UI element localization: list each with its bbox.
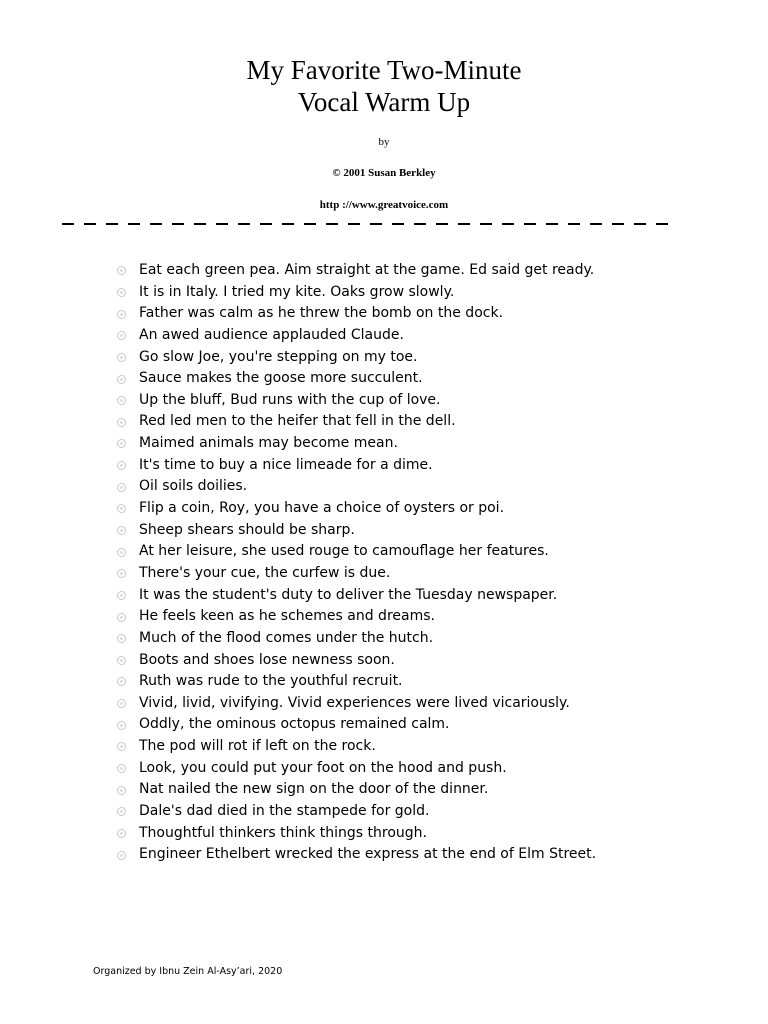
- warmup-phrase-list: [117, 260, 596, 866]
- list-item: [117, 520, 596, 542]
- list-item: [117, 563, 596, 585]
- list-item-text: Flip a coin, Roy, you have a choice of oysters or poi.: [139, 500, 505, 517]
- list-item: [117, 390, 596, 412]
- document-title: [0, 54, 768, 118]
- circle-bullet-icon: [117, 310, 126, 319]
- circle-bullet-icon: [117, 699, 126, 708]
- circle-bullet-icon: [117, 439, 126, 448]
- circle-bullet-icon: [117, 677, 126, 686]
- list-item-text: Oddly, the ominous octopus remained calm.: [139, 716, 450, 733]
- circle-bullet-icon: [117, 591, 126, 600]
- list-item-text: Much of the flood comes under the hutch.: [139, 629, 434, 646]
- circle-bullet-icon: [117, 721, 126, 730]
- dashed-divider: [62, 223, 678, 225]
- list-item: [117, 541, 596, 563]
- list-item-text: Maimed animals may become mean.: [139, 435, 398, 452]
- list-item-text: Oil soils doilies.: [139, 478, 248, 495]
- circle-bullet-icon: [117, 634, 126, 643]
- circle-bullet-icon: [117, 786, 126, 795]
- list-item-text: Thoughtful thinkers think things through.: [139, 824, 427, 841]
- list-item: [117, 801, 596, 823]
- circle-bullet-icon: [117, 353, 126, 362]
- list-item: [117, 476, 596, 498]
- list-item: [117, 282, 596, 304]
- list-item-text: It's time to buy a nice limeade for a dime.: [139, 456, 433, 473]
- circle-bullet-icon: [117, 764, 126, 773]
- list-item: [117, 411, 596, 433]
- list-item-text: Boots and shoes lose newness soon.: [139, 651, 395, 668]
- list-item: [117, 823, 596, 845]
- list-item: [117, 455, 596, 477]
- list-item: [117, 498, 596, 520]
- list-item-text: It is in Italy. I tried my kite. Oaks grow slowly.: [139, 283, 455, 300]
- list-item: [117, 585, 596, 607]
- list-item-text: Look, you could put your foot on the hood and push.: [139, 759, 507, 776]
- list-item: [117, 779, 596, 801]
- list-item: [117, 606, 596, 628]
- list-item-text: Red led men to the heifer that fell in the dell.: [139, 413, 456, 430]
- list-item-text: The pod will rot if left on the rock.: [139, 738, 376, 755]
- circle-bullet-icon: [117, 569, 126, 578]
- copyright-notice: © 2001 Susan Berkley: [332, 167, 436, 179]
- circle-bullet-icon: [117, 851, 126, 860]
- list-item-text: Sauce makes the goose more succulent.: [139, 370, 423, 387]
- circle-bullet-icon: [117, 807, 126, 816]
- circle-bullet-icon: [117, 483, 126, 492]
- circle-bullet-icon: [117, 375, 126, 384]
- list-item: [117, 758, 596, 780]
- website-url: http ://www.greatvoice.com: [319, 199, 449, 211]
- list-item-text: At her leisure, she used rouge to camouflage her features.: [139, 543, 549, 560]
- circle-bullet-icon: [117, 396, 126, 405]
- list-item-text: An awed audience applauded Claude.: [139, 326, 404, 343]
- list-item: [117, 260, 596, 282]
- list-item-text: There's your cue, the curfew is due.: [139, 564, 391, 581]
- list-item: [117, 844, 596, 866]
- list-item: [117, 736, 596, 758]
- list-item-text: Up the bluff, Bud runs with the cup of love.: [139, 391, 441, 408]
- circle-bullet-icon: [117, 504, 126, 513]
- title-line-2: Vocal Warm Up: [297, 87, 471, 117]
- list-item: [117, 325, 596, 347]
- list-item-text: Nat nailed the new sign on the door of the dinner.: [139, 781, 489, 798]
- list-item-text: Go slow Joe, you're stepping on my toe.: [139, 348, 418, 365]
- circle-bullet-icon: [117, 266, 126, 275]
- list-item: [117, 347, 596, 369]
- circle-bullet-icon: [117, 288, 126, 297]
- list-item-text: Father was calm as he threw the bomb on the dock.: [139, 305, 504, 322]
- circle-bullet-icon: [117, 613, 126, 622]
- list-item-text: It was the student's duty to deliver the Tuesday newspaper.: [139, 586, 558, 603]
- circle-bullet-icon: [117, 829, 126, 838]
- list-item-text: He feels keen as he schemes and dreams.: [139, 608, 435, 625]
- circle-bullet-icon: [117, 656, 126, 665]
- circle-bullet-icon: [117, 418, 126, 427]
- list-item-text: Eat each green pea. Aim straight at the game. Ed said get ready.: [139, 262, 595, 278]
- list-item: [117, 650, 596, 672]
- circle-bullet-icon: [117, 331, 126, 340]
- title-line-1: My Favorite Two-Minute: [246, 55, 522, 85]
- list-item: [117, 368, 596, 390]
- list-item: [117, 671, 596, 693]
- circle-bullet-icon: [117, 742, 126, 751]
- list-item: [117, 433, 596, 455]
- list-item: [117, 714, 596, 736]
- byline-by: by: [378, 136, 390, 148]
- list-item-text: Dale's dad died in the stampede for gold.: [139, 803, 430, 820]
- footer-credit: Organized by Ibnu Zein Al-Asy’ari, 2020: [93, 966, 283, 977]
- list-item: [117, 693, 596, 715]
- list-item-text: Ruth was rude to the youthful recruit.: [139, 673, 403, 690]
- list-item-text: Vivid, livid, vivifying. Vivid experiences were lived vicariously.: [139, 694, 570, 711]
- circle-bullet-icon: [117, 548, 126, 557]
- list-item: [117, 628, 596, 650]
- list-item-text: Engineer Ethelbert wrecked the express at the end of Elm Street.: [139, 846, 597, 863]
- circle-bullet-icon: [117, 461, 126, 470]
- list-item: [117, 303, 596, 325]
- circle-bullet-icon: [117, 526, 126, 535]
- list-item-text: Sheep shears should be sharp.: [139, 521, 355, 538]
